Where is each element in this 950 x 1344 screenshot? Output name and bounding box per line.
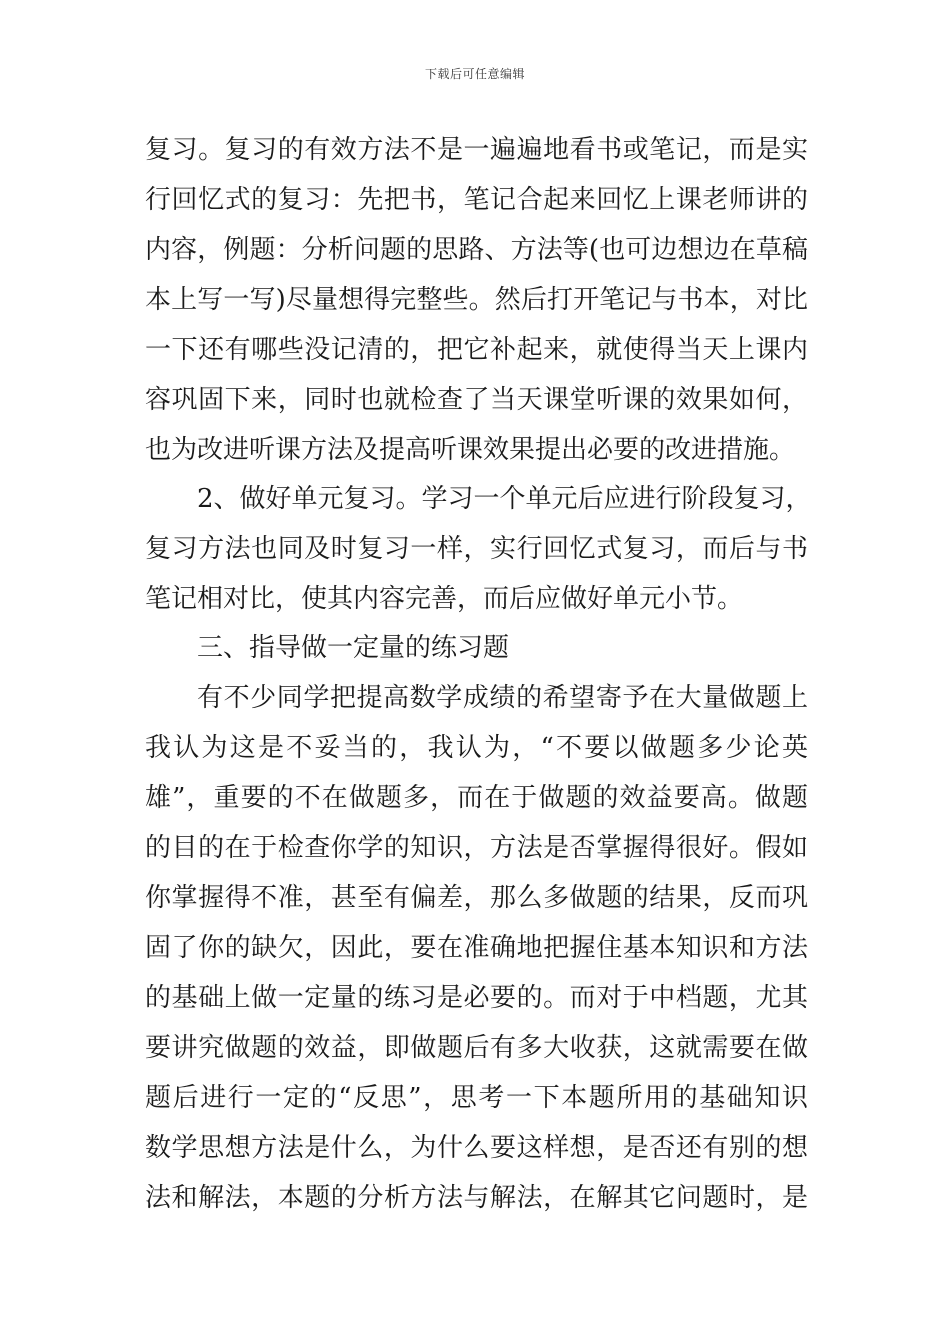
paragraph-line: 雄”，重要的不在做题多，而在于做题的效益要高。做题 xyxy=(145,783,808,813)
paragraph-line: 笔记相对比，使其内容完善，而后应做好单元小节。 xyxy=(145,584,744,614)
paragraph-line: 内容，例题：分析问题的思路、方法等(也可边想边在草稿 xyxy=(145,235,808,265)
paragraph-line: 一下还有哪些没记清的，把它补起来，就使得当天上课内 xyxy=(145,335,808,365)
page-header: 下载后可任意编辑 xyxy=(424,67,525,81)
paragraph-line: 你掌握得不准，甚至有偏差，那么多做题的结果，反而巩 xyxy=(145,883,808,913)
paragraph-line: 的基础上做一定量的练习是必要的。而对于中档题，尤其 xyxy=(145,983,808,1013)
paragraph-line: 复习方法也同及时复习一样，实行回忆式复习，而后与书 xyxy=(145,534,808,564)
section-heading: 三、指导做一定量的练习题 xyxy=(197,633,510,663)
paragraph-line: 法和解法，本题的分析方法与解法，在解其它问题时，是 xyxy=(145,1183,808,1213)
paragraph-line: 固了你的缺欠，因此，要在准确地把握住基本知识和方法 xyxy=(145,933,808,963)
paragraph-line: 题后进行一定的“反思”，思考一下本题所用的基础知识 xyxy=(145,1083,808,1113)
paragraph-line: 容巩固下来，同时也就检查了当天课堂听课的效果如何， xyxy=(145,385,808,415)
paragraph-line: 要讲究做题的效益，即做题后有多大收获，这就需要在做 xyxy=(145,1033,808,1063)
paragraph-line: 复习。复习的有效方法不是一遍遍地看书或笔记，而是实 xyxy=(145,135,808,165)
paragraph-line: 2、做好单元复习。学习一个单元后应进行阶段复习， xyxy=(197,484,812,514)
paragraph-line: 也为改进听课方法及提高听课效果提出必要的改进措施。 xyxy=(145,435,796,465)
paragraph-line: 我认为这是不妥当的，我认为，“不要以做题多少论英 xyxy=(145,733,808,763)
paragraph-line: 本上写一写)尽量想得完整些。然后打开笔记与书本，对比 xyxy=(145,285,808,315)
paragraph-line: 的目的在于检查你学的知识，方法是否掌握得很好。假如 xyxy=(145,833,808,863)
paragraph-line: 有不少同学把提高数学成绩的希望寄予在大量做题上 xyxy=(197,683,808,713)
paragraph-line: 行回忆式的复习：先把书，笔记合起来回忆上课老师讲的 xyxy=(145,185,808,215)
paragraph-line: 数学思想方法是什么，为什么要这样想，是否还有别的想 xyxy=(145,1133,808,1163)
